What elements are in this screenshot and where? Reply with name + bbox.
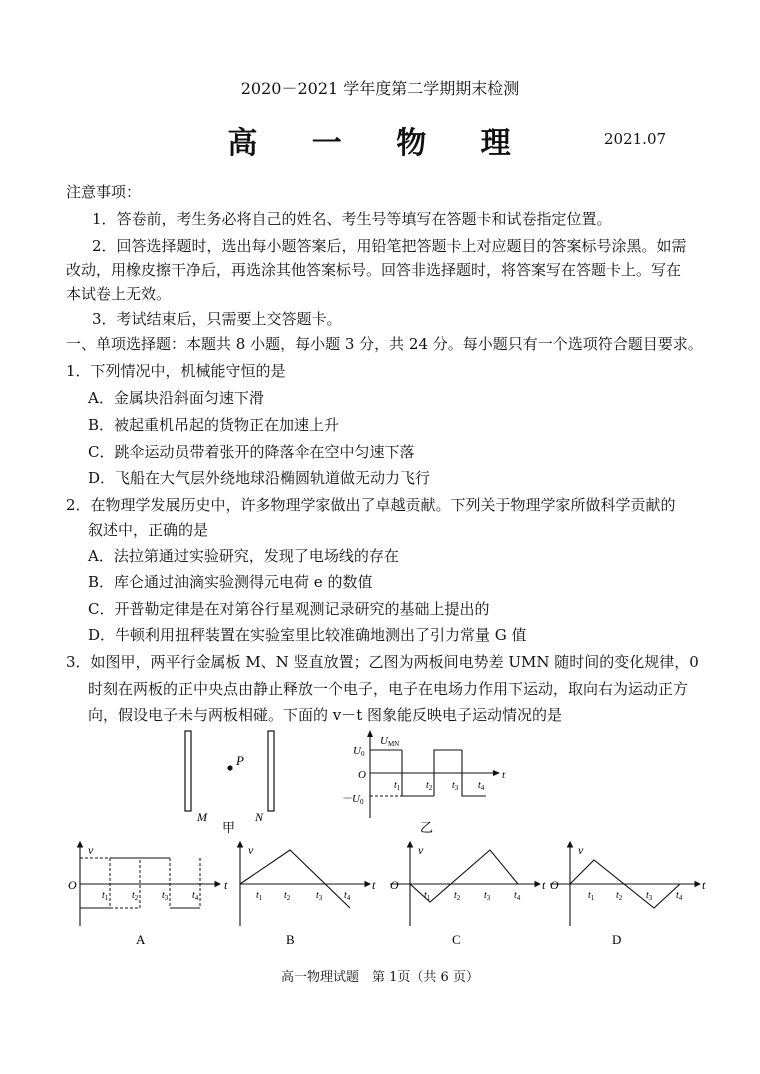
question-1-option-d: D．飞船在大气层外绕地球沿椭圆轨道做无动力飞行 — [88, 469, 431, 487]
plate-m-label: M — [197, 810, 207, 824]
tick-t3: $t_3$ — [452, 780, 459, 792]
svg-text:t2: $t_2$ — [132, 890, 139, 902]
svg-text:t3: $t_3$ — [316, 890, 323, 902]
note-item: 3．考试结束后，只需要上交答题卡。 — [92, 310, 342, 328]
question-1-stem: 1．下列情况中，机械能守恒的是 — [66, 362, 286, 380]
question-1-option-b: B．被起重机吊起的货物正在加速上升 — [88, 416, 340, 434]
notes-heading: 注意事项： — [66, 183, 142, 201]
figure-yi-caption: 乙 — [420, 820, 434, 835]
question-3-stem: 3．如图甲，两平行金属板 M、N 竖直放置；乙图为两板间电势差 UMN 随时间的变化规律，0 — [66, 653, 699, 671]
svg-text:t2: $t_2$ — [284, 890, 291, 902]
question-1-option-a: A．金属块沿斜面匀速下滑 — [88, 389, 264, 407]
svg-text:t1: $t_1$ — [256, 890, 263, 902]
graph-b — [240, 842, 376, 947]
svg-text:t: t — [224, 878, 228, 892]
svg-text:v: v — [418, 843, 424, 857]
u0-label: U0 — [353, 745, 365, 758]
svg-text:O: O — [550, 878, 559, 892]
tick-t1: $t_1$ — [394, 780, 401, 792]
question-2-stem-cont: 叙述中，正确的是 — [88, 521, 209, 539]
question-2-option-d: D．牛顿利用扭秤装置在实验室里比较准确地测出了引力常量 G 值 — [88, 626, 527, 644]
svg-text:t3: $t_3$ — [646, 890, 653, 902]
note-item: 本试卷上无效。 — [66, 285, 172, 303]
subject-title: 高 一 物 理 — [227, 126, 533, 161]
question-2-option-b: B．库仑通过油滴实验测得元电荷 e 的数值 — [88, 573, 373, 591]
x-arrow — [493, 770, 500, 776]
origin-label: O — [358, 769, 366, 781]
option-graphs — [60, 838, 720, 950]
axis-t-label: t — [502, 769, 506, 781]
svg-text:t1: $t_1$ — [588, 890, 595, 902]
figure-jia-caption: 甲 — [222, 820, 236, 835]
question-2-option-c: C．开普勒定律是在对第谷行星观测记录研究的基础上提出的 — [88, 600, 490, 618]
svg-text:t4: $t_4$ — [344, 890, 351, 902]
exam-date: 2021.07 — [604, 130, 667, 148]
svg-text:v: v — [88, 843, 94, 857]
note-item: 1．答卷前，考生务必将自己的姓名、考生号等填写在答题卡和试卷指定位置。 — [92, 210, 612, 228]
neg-u0-label: －U0 — [341, 793, 364, 806]
question-1-option-c: C．跳伞运动员带着张开的降落伞在空中匀速下落 — [88, 443, 415, 461]
svg-text:t: t — [542, 878, 546, 892]
tick-t4: $t_4$ — [478, 780, 485, 792]
svg-text:t4: $t_4$ — [676, 890, 683, 902]
tick-t2: $t_2$ — [426, 780, 433, 792]
svg-text:t4: $t_4$ — [192, 890, 199, 902]
figure-yi — [336, 728, 512, 836]
point-p — [227, 765, 232, 770]
page-footer: 高一物理试题 第 1页（共 6 页） — [281, 970, 479, 985]
graph-a-label: A — [136, 932, 146, 947]
plate-n-label: N — [255, 810, 264, 824]
svg-text:O: O — [390, 878, 399, 892]
graph-d-label: D — [612, 932, 622, 947]
svg-text:t3: $t_3$ — [484, 890, 491, 902]
svg-text:v: v — [248, 843, 254, 857]
exam-title: 2020－2021 学年度第二学期期末检测 — [240, 79, 520, 98]
graph-b-label: B — [286, 932, 295, 947]
graph-c — [390, 842, 546, 947]
svg-text:t3: $t_3$ — [162, 890, 169, 902]
question-2-option-a: A．法拉第通过实验研究，发现了电场线的存在 — [88, 547, 399, 565]
question-3-stem-cont: 向，假设电子未与两板相碰。下面的 v－t 图象能反映电子运动情况的是 — [88, 706, 563, 724]
axis-y-label: UMN — [380, 735, 400, 748]
svg-text:t1: $t_1$ — [102, 890, 109, 902]
graph-d — [550, 842, 706, 947]
svg-text:t2: $t_2$ — [454, 890, 461, 902]
svg-text:t: t — [702, 878, 706, 892]
question-2-stem: 2．在物理学发展历史中，许多物理学家做出了卓越贡献。下列关于物理学家所做科学贡献的 — [66, 496, 676, 514]
svg-text:v: v — [578, 843, 584, 857]
svg-text:t4: $t_4$ — [514, 890, 521, 902]
note-item: 2．回答选择题时，选出每小题答案后，用铅笔把答题卡上对应题目的答案标号涂黑。如需 — [92, 237, 687, 255]
svg-text:O: O — [68, 878, 77, 892]
plate-n — [268, 731, 274, 811]
graph-a — [68, 842, 228, 947]
svg-text:t1: $t_1$ — [424, 890, 431, 902]
question-3-stem-cont: 时刻在两板的正中央点由静止释放一个电子，电子在电场力作用下运动，取向右为运动正方 — [88, 680, 689, 698]
y-arrow — [367, 730, 373, 737]
section-heading: 一、单项选择题：本题共 8 小题，每小题 3 分，共 24 分。每小题只有一个选项符合题目要求。 — [66, 335, 703, 353]
svg-text:t: t — [372, 878, 376, 892]
point-p-label: P — [236, 753, 244, 768]
svg-text:t2: $t_2$ — [616, 890, 623, 902]
graph-c-label: C — [452, 932, 461, 947]
figure-jia — [170, 728, 290, 836]
note-item: 改动，用橡皮擦干净后，再选涂其他答案标号。回答非选择题时，将答案写在答题卡上。写在 — [66, 261, 682, 279]
plate-m — [185, 731, 191, 811]
